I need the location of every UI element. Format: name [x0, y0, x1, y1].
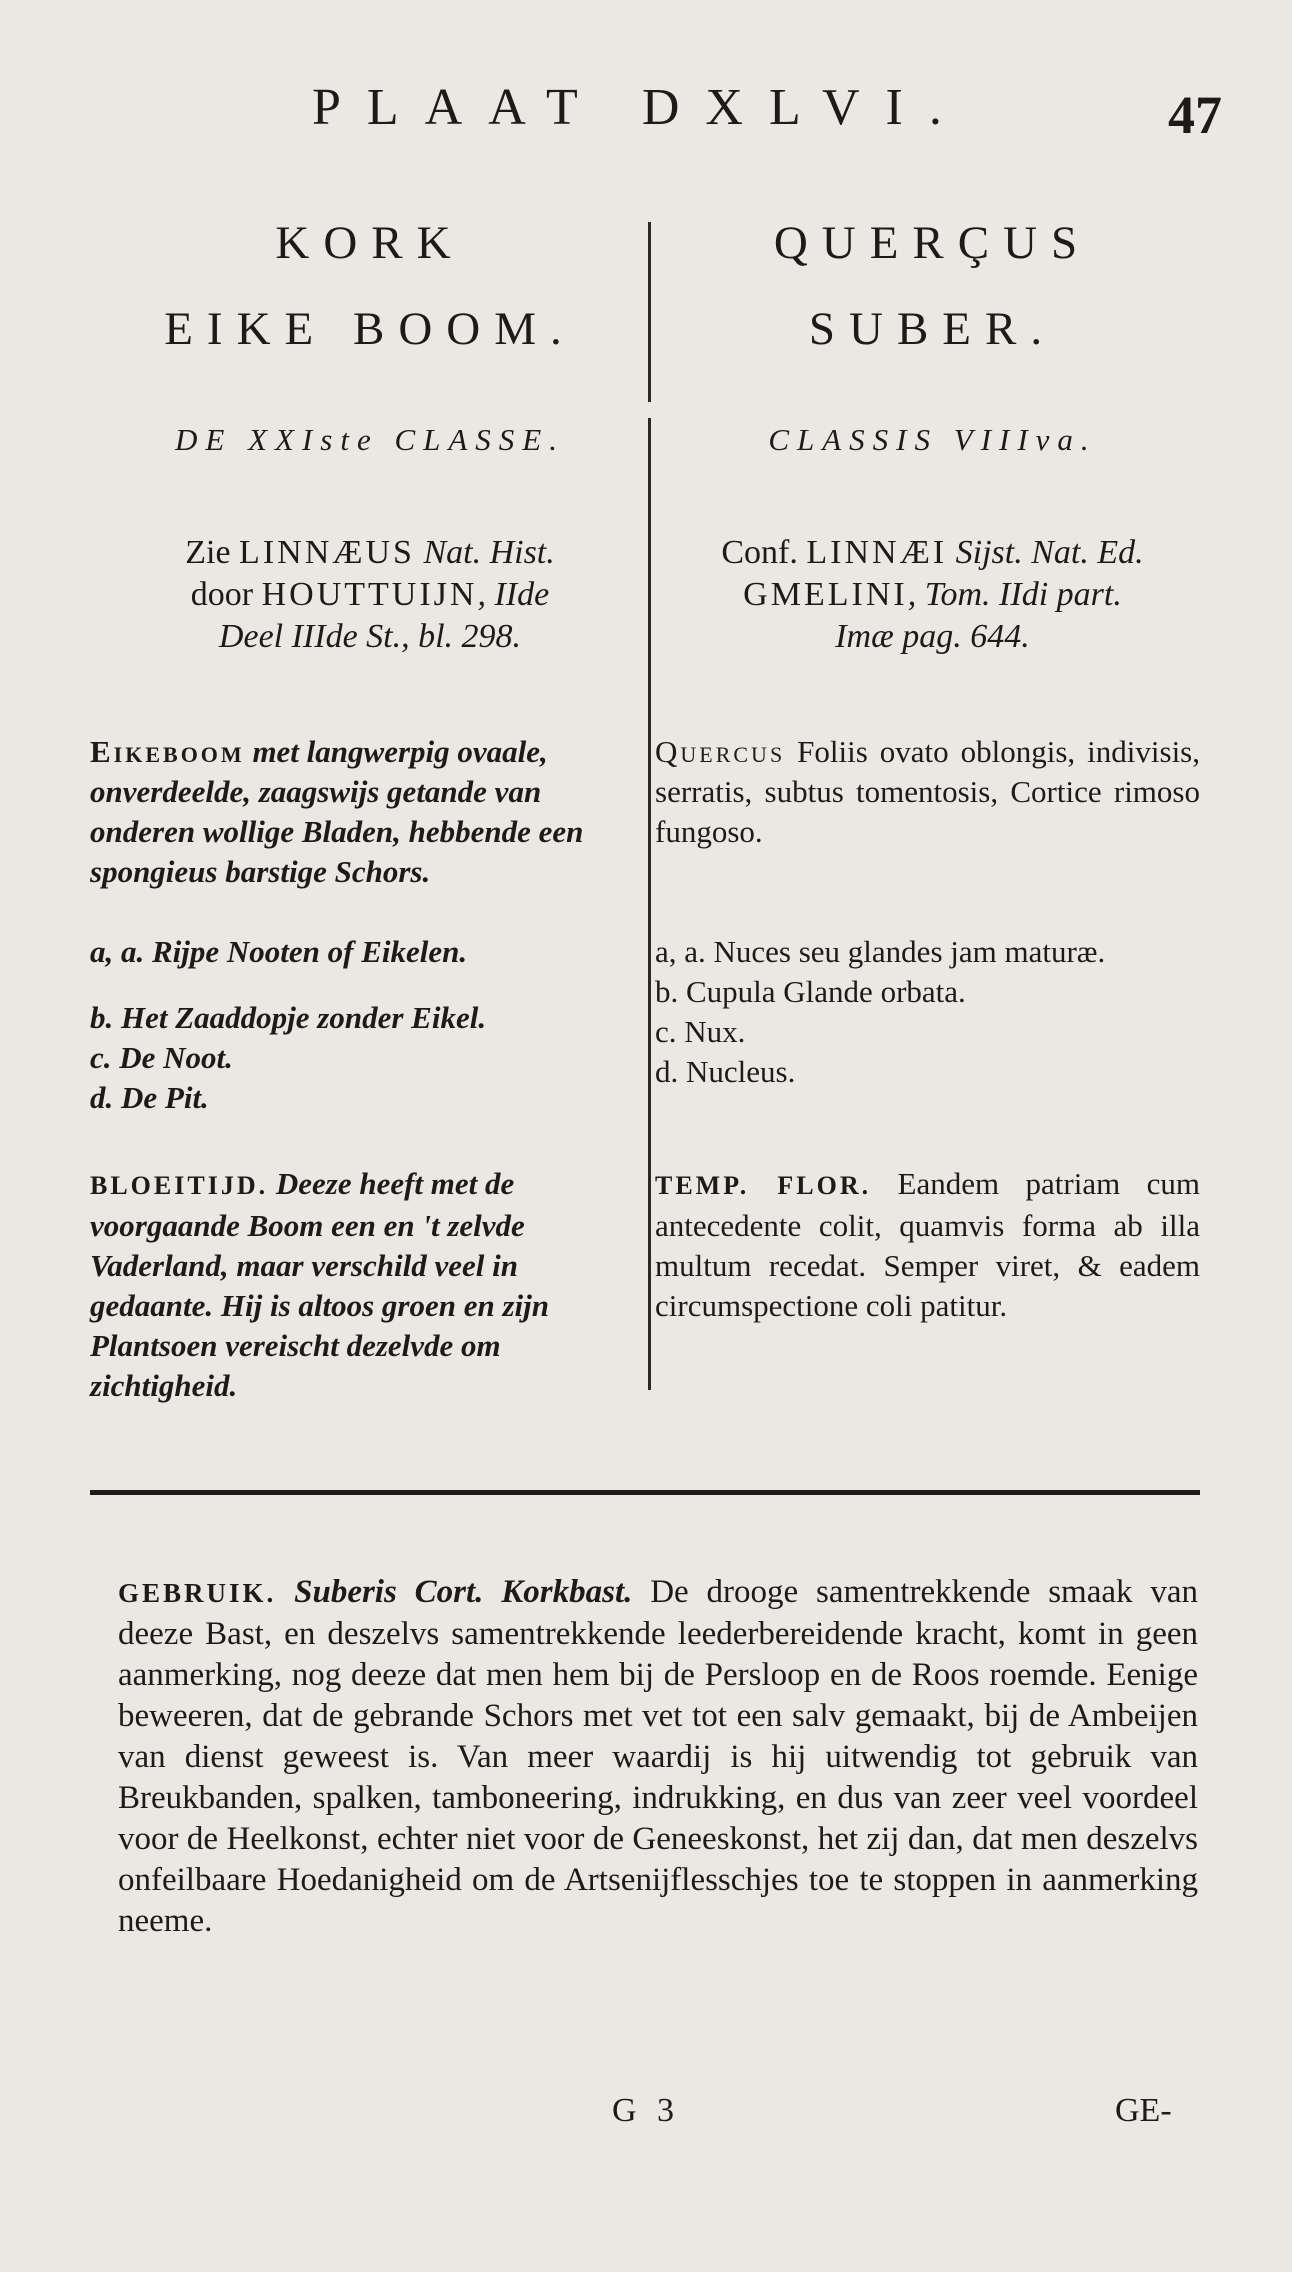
dutch-ref-zie: Zie	[185, 534, 240, 571]
dutch-description	[90, 732, 638, 892]
dutch-fig-b: b. Het Zaaddopje zonder Eikel.	[90, 1000, 487, 1035]
dutch-ref-line2	[90, 574, 650, 616]
latin-ref-line1	[655, 532, 1210, 574]
dutch-ref-houttuijn: HOUTTUIJN	[261, 576, 478, 613]
latin-description	[655, 732, 1200, 852]
dutch-reference	[90, 532, 650, 658]
dutch-fig-c: c. De Noot.	[90, 1040, 233, 1075]
plate-title: PLAAT DXLVI.	[312, 79, 968, 136]
latin-ref-line2	[655, 574, 1210, 616]
dutch-desc-text: met langwerpig ovaale, onverdeelde, zaagswijs getande van onderen wollige Bladen, hebbende een spongieus barstige Schors.	[90, 734, 584, 889]
section-rule	[90, 1490, 1200, 1495]
latin-temp-flor-text: Eandem patriam cum antecedente colit, quamvis forma ab illa multum recedat. Semper viret, & eadem circumspectione coli patitur.	[655, 1166, 1200, 1323]
latin-fig-c: c. Nux.	[655, 1014, 746, 1049]
latin-ref-linnaei: LINNÆI	[806, 534, 948, 571]
latin-title-line2: SUBER.	[808, 303, 1057, 355]
usage-drug: Suberis Cort. Korkbast.	[276, 1574, 633, 1610]
dutch-bloeitijd	[90, 1164, 638, 1406]
latin-ref-tom: , Tom. IIdi part.	[907, 576, 1122, 613]
dutch-classe: DE XXIste CLASSE.	[175, 422, 565, 457]
signature-mark: G 3	[612, 2092, 681, 2129]
latin-classe: CLASSIS VIIIva.	[768, 422, 1097, 457]
latin-reference	[655, 532, 1210, 658]
usage-label: GEBRUIK.	[118, 1578, 277, 1608]
latin-ref-sijst: Sijst. Nat. Ed.	[947, 534, 1144, 571]
latin-desc-lead: Quercus	[655, 734, 786, 769]
latin-temp-flor	[655, 1164, 1200, 1326]
dutch-ref-linnaeus: LINNÆUS	[239, 534, 415, 571]
latin-ref-line3: Imæ pag. 644.	[835, 618, 1030, 655]
dutch-figure-list	[90, 932, 650, 1118]
latin-fig-d: d. Nucleus.	[655, 1054, 796, 1089]
dutch-ref-nathist: Nat. Hist.	[414, 534, 555, 571]
dutch-title	[90, 200, 650, 372]
latin-fig-b: b. Cupula Glande orbata.	[655, 974, 966, 1009]
dutch-ref-iide: , IIde	[477, 576, 550, 613]
latin-fig-a: a, a. Nuces seu glandes jam maturæ.	[655, 934, 1106, 969]
dutch-ref-line1	[90, 532, 650, 574]
usage-paragraph	[118, 1572, 1198, 1942]
latin-temp-flor-label: TEMP. FLOR.	[655, 1171, 872, 1200]
dutch-title-line2: EIKE BOOM.	[164, 303, 576, 355]
latin-ref-conf: Conf.	[721, 534, 807, 571]
latin-title-line1: QUERÇUS	[773, 217, 1092, 269]
latin-figure-list	[655, 932, 1200, 1092]
dutch-ref-door: door	[190, 576, 262, 613]
latin-ref-gmelini: GMELINI	[743, 576, 908, 613]
latin-title	[655, 200, 1210, 372]
dutch-bloeitijd-text: Deeze heeft met de voorgaande Boom een en 't zelvde Vaderland, maar verschild veel in gedaante. Hij is altoos groen en zijn Plantsoen vereischt dezelvde om zichtigheid.	[90, 1166, 550, 1403]
dutch-bloeitijd-label: BLOEITIJD.	[90, 1171, 269, 1200]
page-number: 47	[1168, 85, 1222, 145]
usage-text: De drooge samentrekkende smaak van deeze Bast, en deszelvs samentrekkende leederbereidende kracht, komt in geen aanmerking, nog deeze dat men hem bij de Persloop en de Roos roemde. Eenige beweeren, dat de gebrande Schors met vet tot een salv gemaakt, bij de Ambeijen van dienst geweest is. Van meer waardij is hij uitwendig tot gebruik van Breukbanden, spalken, tamboneering, indrukking, en dus van zeer veel voordeel voor de Heelkonst, echter niet voor de Geneeskonst, het zij dan, dat men deszelvs onfeilbaare Hoedanigheid om de Artsenijflesschjes toe te stoppen in aanmerking neeme.	[118, 1574, 1198, 1939]
latin-desc-text: Foliis ovato oblongis, indivisis, serratis, subtus tomentosis, Cortice rimoso fungoso.	[655, 734, 1200, 849]
dutch-ref-line3: Deel IIIde St., bl. 298.	[218, 618, 522, 655]
catchword: GE-	[1115, 2092, 1172, 2129]
dutch-fig-d: d. De Pit.	[90, 1080, 209, 1115]
dutch-title-line1: KORK	[275, 217, 465, 269]
dutch-fig-a: a, a. Rijpe Nooten of Eikelen.	[90, 934, 468, 969]
dutch-desc-lead: Eikeboom	[90, 734, 245, 769]
